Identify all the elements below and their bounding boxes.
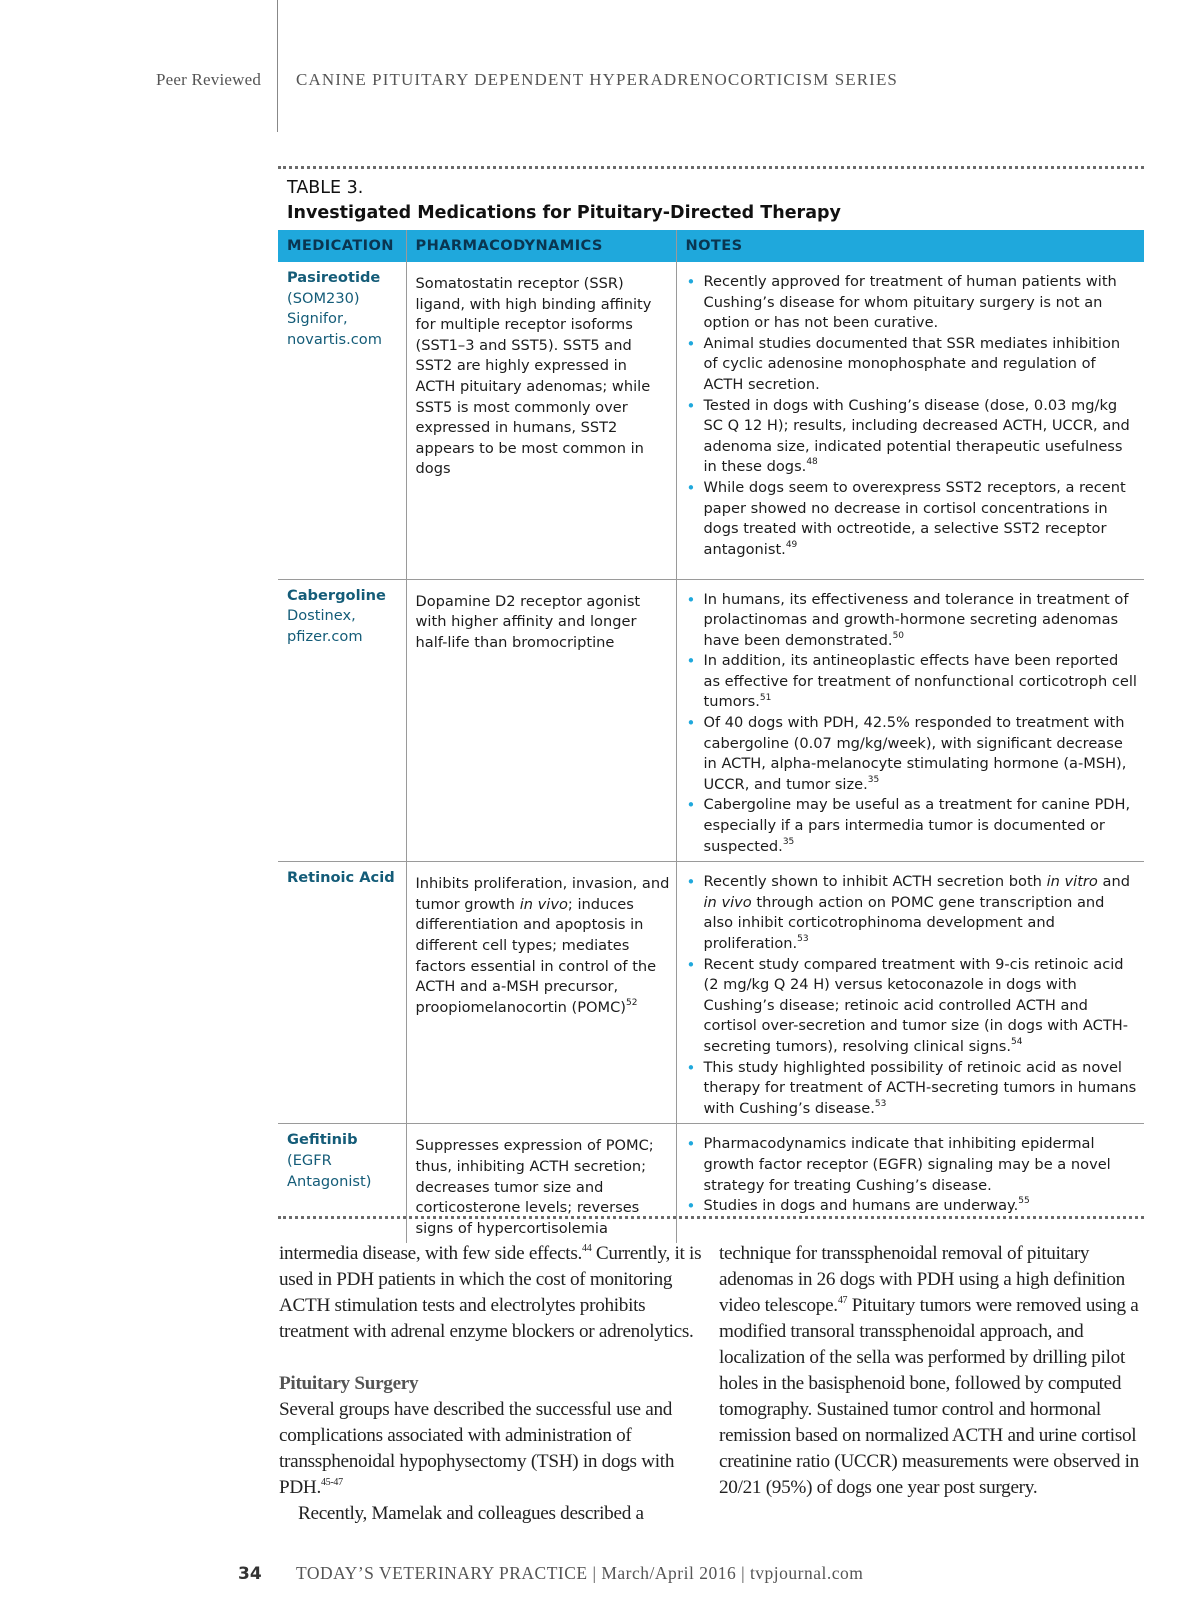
medication-detail: Signifor, bbox=[287, 310, 348, 328]
pharmacodynamics-cell bbox=[406, 579, 676, 862]
note-item: • In humans, its effectiveness and tolerance in treatment of prolactinomas and growth-hormone secreting adenomas have been demonstrated.$^{50}$ bbox=[704, 590, 1139, 652]
reference-superscript: 53 bbox=[797, 934, 809, 945]
medication-detail: novartis.com bbox=[287, 330, 382, 348]
header-divider bbox=[277, 0, 278, 132]
note-item: • This study highlighted possibility of retinoic acid as novel therapy for treatment of ACTH-secreting tumors in humans with Cushing’s disease.$^{53}$ bbox=[704, 1058, 1139, 1120]
body-paragraph: intermedia disease, with few side effects.$^{44}$ Currently, it is used in PDH patients in which the cost of monitoring ACTH stimulation tests and electrolytes prohibits treatment with adrenal enzyme blockers or adrenolytics. bbox=[279, 1242, 702, 1342]
table-bottom-rule bbox=[278, 1216, 1144, 1219]
section-heading: Pituitary Surgery bbox=[279, 1373, 419, 1394]
note-item: • Recently approved for treatment of human patients with Cushing’s disease for whom pituitary surgery is not an option or has not been curative. bbox=[704, 272, 1139, 334]
notes-cell bbox=[676, 579, 1144, 862]
body-column-left bbox=[279, 1241, 709, 1527]
reference-superscript: 48 bbox=[806, 457, 818, 468]
medication-name: Cabergoline bbox=[287, 586, 386, 604]
reference-superscript: 50 bbox=[892, 630, 905, 641]
notes-cell bbox=[676, 862, 1144, 1124]
medication-detail: Dostinex, bbox=[287, 607, 356, 625]
reference-superscript: 35 bbox=[867, 774, 880, 785]
medication-name: Retinoic Acid bbox=[287, 869, 395, 887]
reference-superscript: 44 bbox=[582, 1242, 592, 1254]
note-item: • Cabergoline may be useful as a treatment for canine PDH, especially if a pars intermedia tumor is documented or suspected.$^{35}$ bbox=[704, 795, 1139, 857]
pharmacodynamics-cell bbox=[406, 262, 676, 579]
table-row bbox=[278, 1124, 1144, 1243]
medication-name: Gefitinib bbox=[287, 1131, 358, 1149]
notes-cell bbox=[676, 1124, 1144, 1243]
note-item: • Recent study compared treatment with 9-cis retinoic acid (2 mg/kg Q 24 H) versus ketoconazole in dogs with Cushing’s disease; retinoic acid controlled ACTH and cortisol over-secretion and tumor size (in dogs with ACTH-secreting tumors), resolving clinical signs.$^{54}$ bbox=[704, 955, 1139, 1058]
reference-superscript: 49 bbox=[785, 539, 798, 550]
medication-detail: pfizer.com bbox=[287, 627, 363, 645]
table-title: Investigated Medications for Pituitary-Directed Therapy bbox=[287, 203, 841, 223]
medication-name: Pasireotide bbox=[287, 269, 381, 286]
medication-cell bbox=[278, 579, 406, 862]
notes-cell bbox=[676, 262, 1144, 579]
reference-superscript: 47 bbox=[837, 1294, 848, 1306]
body-paragraph: technique for transsphenoidal removal of pituitary adenomas in 26 dogs with PDH using a high definition video telescope.$^{47}$ Pituitary tumors were removed using a modified transoral transsphenoidal approach, and localization of the sella was performed by drilling pilot holes in the basisphenoid bone, followed by computed tomography. Sustained tumor control and hormonal remission based on normalized ACTH and urine cortisol creatinine ratio (UCCR) measurements were observed in 20/21 (95%) of dogs one year post surgery. bbox=[719, 1243, 1139, 1498]
pharmacodynamics-text: Suppresses expression of POMC; thus, inhibiting ACTH secretion; decreases tumor size and corticosterone levels; reverses signs of hypercortisolemia bbox=[415, 1137, 654, 1237]
pharmacodynamics-text: Somatostatin receptor (SSR) ligand, with high binding affinity for multiple receptor isoforms (SST1–3 and SST5). SST5 and SST2 are highly expressed in ACTH pituitary adenomas; while SST5 is most commonly over expressed in humans, SST2 appears to be most common in dogs bbox=[415, 275, 652, 478]
reference-superscript: 51 bbox=[759, 692, 772, 703]
pharmacodynamics-cell bbox=[406, 1124, 676, 1243]
table-header-row bbox=[278, 230, 1144, 262]
medication-cell bbox=[278, 862, 406, 1124]
body-paragraph: Recently, Mamelak and colleagues described a bbox=[298, 1503, 644, 1524]
note-item: • Animal studies documented that SSR mediates inhibition of cyclic adenosine monophosphate and regulation of ACTH secretion. bbox=[704, 334, 1139, 396]
medication-detail: (SOM230) bbox=[287, 289, 360, 307]
pharmacodynamics-text: Dopamine D2 receptor agonist with higher affinity and longer half-life than bromocriptine bbox=[415, 592, 641, 651]
medication-table bbox=[278, 230, 1144, 1243]
pharmacodynamics-text: Inhibits proliferation, invasion, and tumor growth in vivo; induces differentiation and apoptosis in different cell types; mediates factors essential in control of the ACTH and a-MSH precursor, proopiomelanocortin (POMC)$^{52}$ bbox=[415, 875, 670, 1016]
page-number: 34 bbox=[238, 1564, 262, 1584]
note-item: • Studies in dogs and humans are underway.$^{55}$ bbox=[704, 1196, 1139, 1217]
column-header-medication: MEDICATION bbox=[278, 230, 406, 262]
medication-detail: Antagonist) bbox=[287, 1172, 372, 1190]
reference-superscript: 53 bbox=[874, 1098, 887, 1109]
column-header-pharmacodynamics: PHARMACODYNAMICS bbox=[406, 230, 676, 262]
table-label: TABLE 3. bbox=[287, 178, 364, 198]
table-row bbox=[278, 579, 1144, 862]
table-row bbox=[278, 262, 1144, 579]
note-item: • In addition, its antineoplastic effects have been reported as effective for treatment of nonfunctional corticotroph cell tumors.$^{51}$ bbox=[704, 651, 1139, 713]
medication-cell bbox=[278, 262, 406, 579]
pharmacodynamics-cell bbox=[406, 862, 676, 1124]
note-item: • Of 40 dogs with PDH, 42.5% responded to treatment with cabergoline (0.07 mg/kg/week), with significant decrease in ACTH, alpha-melanocyte stimulating hormone (a-MSH), UCCR, and tumor size.$^{35}$ bbox=[704, 713, 1139, 795]
column-header-notes: NOTES bbox=[676, 230, 1144, 262]
note-item: • Recently shown to inhibit ACTH secretion both in vitro and in vivo through action on POMC gene transcription and also inhibit corticotrophinoma development and proliferation.$^{53}$ bbox=[704, 872, 1139, 954]
note-item: • While dogs seem to overexpress SST2 receptors, a recent paper showed no decrease in cortisol concentrations in dogs treated with octreotide, a selective SST2 receptor antagonist.$^{49}$ bbox=[704, 478, 1139, 560]
note-item: • Tested in dogs with Cushing’s disease (dose, 0.03 mg/kg SC Q 12 H); results, including decreased ACTH, UCCR, and adenoma size, indicated potential therapeutic usefulness in these dogs.$^{48}$ bbox=[704, 396, 1139, 478]
reference-superscript: 52 bbox=[626, 997, 638, 1008]
body-paragraph: Several groups have described the successful use and complications associated with administration of transsphenoidal hypophysectomy (TSH) in dogs with PDH.$^{45-47}$ bbox=[279, 1399, 675, 1498]
reference-superscript: 35 bbox=[782, 836, 795, 847]
medication-detail: (EGFR bbox=[287, 1151, 332, 1169]
reference-superscript: 45-47 bbox=[320, 1476, 343, 1488]
table-top-rule bbox=[278, 166, 1144, 169]
running-header-title: CANINE PITUITARY DEPENDENT HYPERADRENOCORTICISM SERIES bbox=[296, 70, 898, 89]
reference-superscript: 55 bbox=[1018, 1196, 1030, 1207]
running-footer: TODAY’S VETERINARY PRACTICE | March/April 2016 | tvpjournal.com bbox=[296, 1563, 864, 1583]
body-column-right bbox=[719, 1241, 1139, 1501]
note-item: • Pharmacodynamics indicate that inhibiting epidermal growth factor receptor (EGFR) signaling may be a novel strategy for treating Cushing’s disease. bbox=[704, 1134, 1139, 1196]
running-header-left: Peer Reviewed bbox=[156, 70, 262, 89]
reference-superscript: 54 bbox=[1010, 1037, 1023, 1048]
medication-cell bbox=[278, 1124, 406, 1243]
table-row bbox=[278, 862, 1144, 1124]
